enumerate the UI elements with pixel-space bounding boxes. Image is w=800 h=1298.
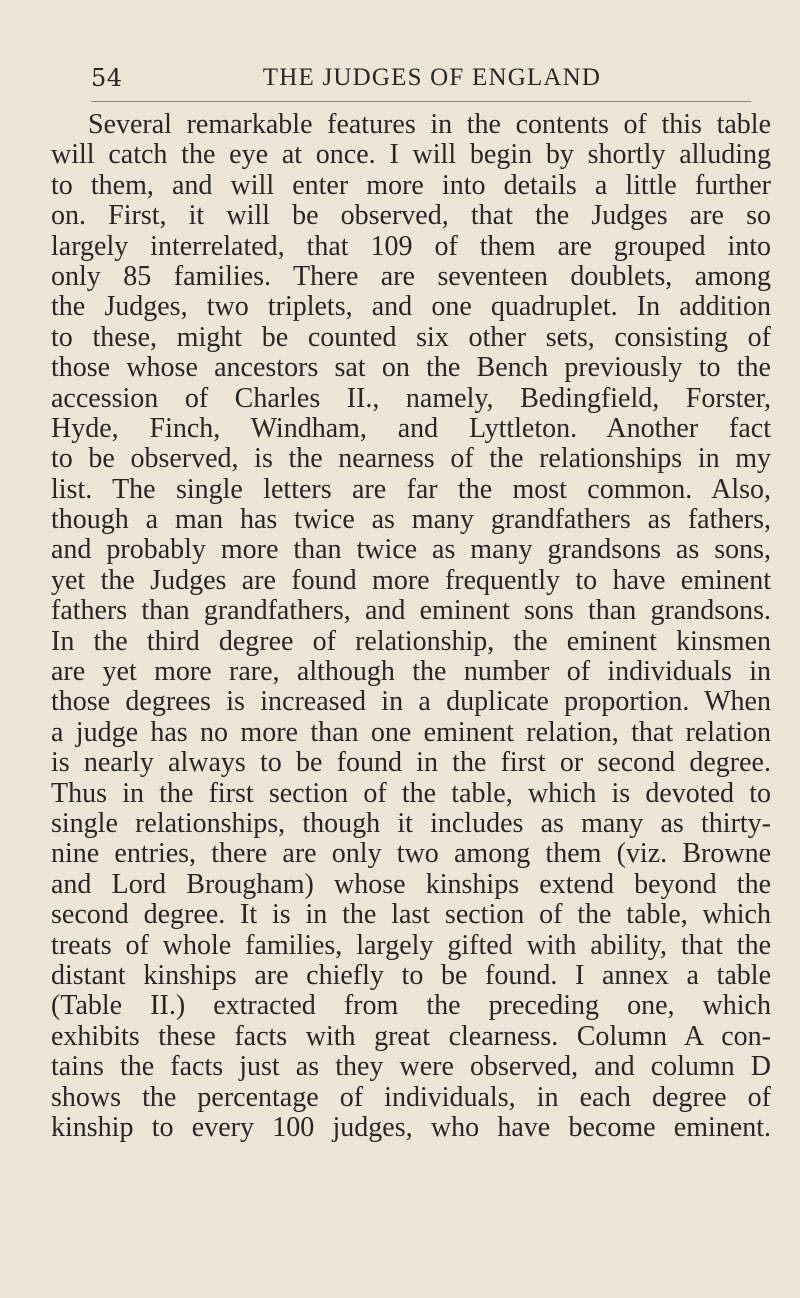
text-line-25: nine entries, there are only two among them (viz. Browne <box>51 839 771 870</box>
text-line-6: only 85 families. There are seventeen doublets, among <box>51 261 771 292</box>
text-line-1: Several remarkable features in the contents of this table <box>88 110 771 140</box>
running-title: THE JUDGES OF ENGLAND <box>262 64 602 91</box>
text-line-12: to be observed, is the nearness of the relationships in my <box>51 444 771 475</box>
text-line-18: In the third degree of relationship, the eminent kinsmen <box>51 626 771 657</box>
text-line-10: accession of Charles II., namely, Bedingfield, Forster, <box>51 383 771 414</box>
text-line-28: treats of whole families, largely gifted with ability, that the <box>51 930 771 961</box>
text-line-7: the Judges, two triplets, and one quadruplet. In addition <box>51 292 771 323</box>
page-header <box>91 64 753 92</box>
text-line-8: to these, might be counted six other sets, consisting of <box>51 322 771 353</box>
text-line-2: will catch the eye at once. I will begin by shortly alluding <box>51 140 771 171</box>
text-line-31: exhibits these facts with great clearness. Column A con- <box>51 1021 771 1052</box>
text-line-3: to them, and will enter more into details a little further <box>51 170 771 201</box>
text-line-19: are yet more rare, although the number of individuals in <box>51 657 771 688</box>
text-line-16: yet the Judges are found more frequently to have eminent <box>51 565 771 596</box>
text-line-32: tains the facts just as they were observed, and column D <box>51 1052 771 1083</box>
text-line-29: distant kinships are chiefly to be found. I annex a table <box>51 960 771 991</box>
text-line-9: those whose ancestors sat on the Bench previously to the <box>51 353 771 384</box>
text-line-27: second degree. It is in the last section of the table, which <box>51 900 771 931</box>
text-line-21: a judge has no more than one eminent relation, that relation <box>51 717 771 748</box>
text-line-14: though a man has twice as many grandfathers as fathers, <box>51 505 771 536</box>
text-line-20: those degrees is increased in a duplicate proportion. When <box>51 687 771 718</box>
body-paragraph <box>51 110 771 1143</box>
text-line-17: fathers than grandfathers, and eminent sons than grandsons. <box>51 596 771 627</box>
text-line-34: kinship to every 100 judges, who have become eminent. <box>51 1112 771 1143</box>
text-line-15: and probably more than twice as many grandsons as sons, <box>51 535 771 566</box>
text-line-26: and Lord Brougham) whose kinships extend beyond the <box>51 869 771 900</box>
text-line-33: shows the percentage of individuals, in each degree of <box>51 1082 771 1113</box>
text-line-4: on. First, it will be observed, that the Judges are so <box>51 201 771 232</box>
text-line-22: is nearly always to be found in the first or second degree. <box>51 748 771 779</box>
text-line-23: Thus in the first section of the table, which is devoted to <box>51 778 771 809</box>
text-line-11: Hyde, Finch, Windham, and Lyttleton. Another fact <box>51 413 771 444</box>
text-line-24: single relationships, though it includes as many as thirty- <box>51 808 771 839</box>
header-rule <box>91 101 751 102</box>
text-line-30: (Table II.) extracted from the preceding one, which <box>51 991 771 1022</box>
text-line-13: list. The single letters are far the most common. Also, <box>51 474 771 505</box>
page-number: 54 <box>91 64 123 92</box>
text-line-5: largely interrelated, that 109 of them are grouped into <box>51 231 771 262</box>
